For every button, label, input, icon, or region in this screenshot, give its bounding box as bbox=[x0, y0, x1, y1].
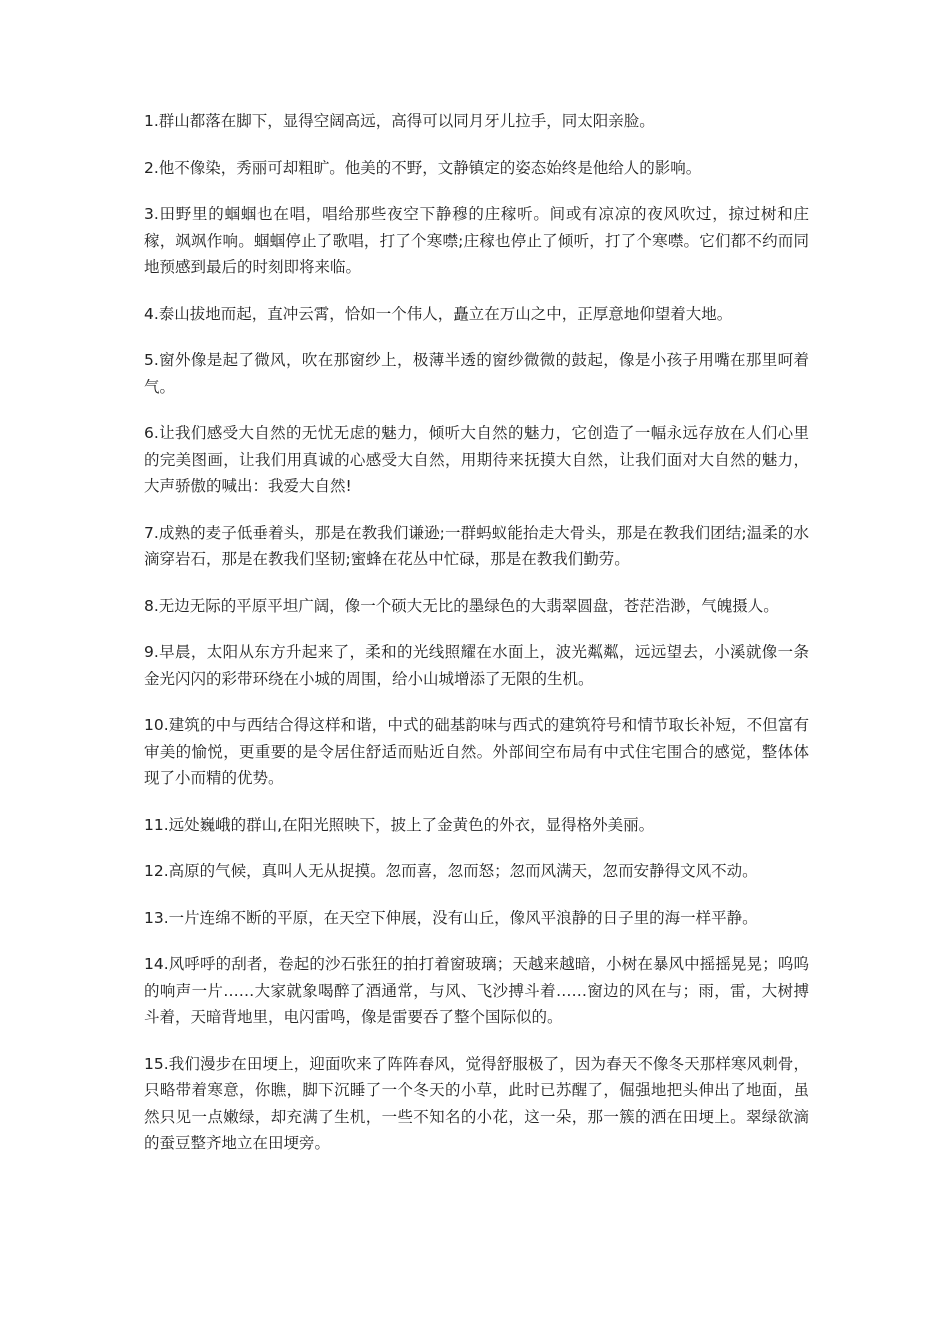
paragraph-1: 1.群山都落在脚下，显得空阔高远，高得可以同月牙儿拉手，同太阳亲脸。 bbox=[144, 112, 655, 130]
document-body bbox=[144, 108, 809, 1177]
paragraph-7: 7.成熟的麦子低垂着头，那是在教我们谦逊;一群蚂蚁能抬走大骨头，那是在教我们团结;温柔的水滴穿岩石，那是在教我们坚韧;蜜蜂在花丛中忙碌，那是在教我们勤劳。 bbox=[144, 523, 809, 568]
paragraph-15: 15.我们漫步在田埂上，迎面吹来了阵阵春风，觉得舒服极了，因为春天不像冬天那样寒风刺骨，只略带着寒意，你瞧，脚下沉睡了一个冬天的小草，此时已苏醒了，倔强地把头伸出了地面，虽然只见一点嫩绿，却充满了生机，一些不知名的小花，这一朵，那一簇的洒在田埂上。翠绿欲滴的蚕豆整齐地立在田埂旁。 bbox=[144, 1054, 809, 1152]
paragraph-10: 10.建筑的中与西结合得这样和谐，中式的础基韵味与西式的建筑符号和情节取长补短，不但富有审美的愉悦，更重要的是令居住舒适而贴近自然。外部间空布局有中式住宅围合的感觉，整体体现了小而精的优势。 bbox=[144, 716, 809, 787]
paragraph-11: 11.远处巍峨的群山,在阳光照映下，披上了金黄色的外衣，显得格外美丽。 bbox=[144, 815, 655, 834]
paragraph-9: 9.早晨，太阳从东方升起来了，柔和的光线照耀在水面上，波光粼粼，远远望去，小溪就像一条金光闪闪的彩带环绕在小城的周围，给小山城增添了无限的生机。 bbox=[144, 643, 809, 688]
paragraph-8: 8.无边无际的平原平坦广阔，像一个硕大无比的墨绿色的大翡翠圆盘，苍茫浩渺，气魄摄人。 bbox=[144, 596, 779, 615]
paragraph-13: 13.一片连绵不断的平原，在天空下伸展，没有山丘，像风平浪静的日子里的海一样平静。 bbox=[144, 908, 758, 927]
paragraph-12: 12.高原的气候，真叫人无从捉摸。忽而喜，忽而怒；忽而风满天，忽而安静得文风不动。 bbox=[144, 862, 758, 880]
paragraph-2: 2.他不像染，秀丽可却粗旷。他美的不野，文静镇定的姿态始终是他给人的影响。 bbox=[144, 158, 702, 177]
paragraph-14: 14.风呼呼的刮者，卷起的沙石张狂的拍打着窗玻璃；天越来越暗，小树在暴风中摇摇晃晃；呜呜的响声一片……大家就象喝醉了酒通常，与风、飞沙搏斗着……窗边的风在与；雨，雷，大树搏斗着，天暗背地里，电闪雷鸣，像是雷要吞了整个国际似的。 bbox=[144, 955, 809, 1026]
paragraph-6: 6.让我们感受大自然的无忧无虑的魅力，倾听大自然的魅力，它创造了一幅永远存放在人们心里的完美图画，让我们用真诚的心感受大自然，用期待来抚摸大自然，让我们面对大自然的魅力，大声骄傲的喊出：我爱大自然! bbox=[144, 424, 809, 495]
paragraph-3: 3.田野里的蝈蝈也在唱，唱给那些夜空下静穆的庄稼听。间或有凉凉的夜风吹过，掠过树和庄稼，飒飒作响。蝈蝈停止了歌唱，打了个寒噤;庄稼也停止了倾听，打了个寒噤。它们都不约而同地预感到最后的时刻即将来临。 bbox=[144, 205, 809, 276]
paragraph-4: 4.泰山拔地而起，直冲云霄，恰如一个伟人，矗立在万山之中，正厚意地仰望着大地。 bbox=[144, 304, 733, 323]
paragraph-5: 5.窗外像是起了微风，吹在那窗纱上，极薄半透的窗纱微微的鼓起，像是小孩子用嘴在那里呵着气。 bbox=[144, 351, 809, 396]
